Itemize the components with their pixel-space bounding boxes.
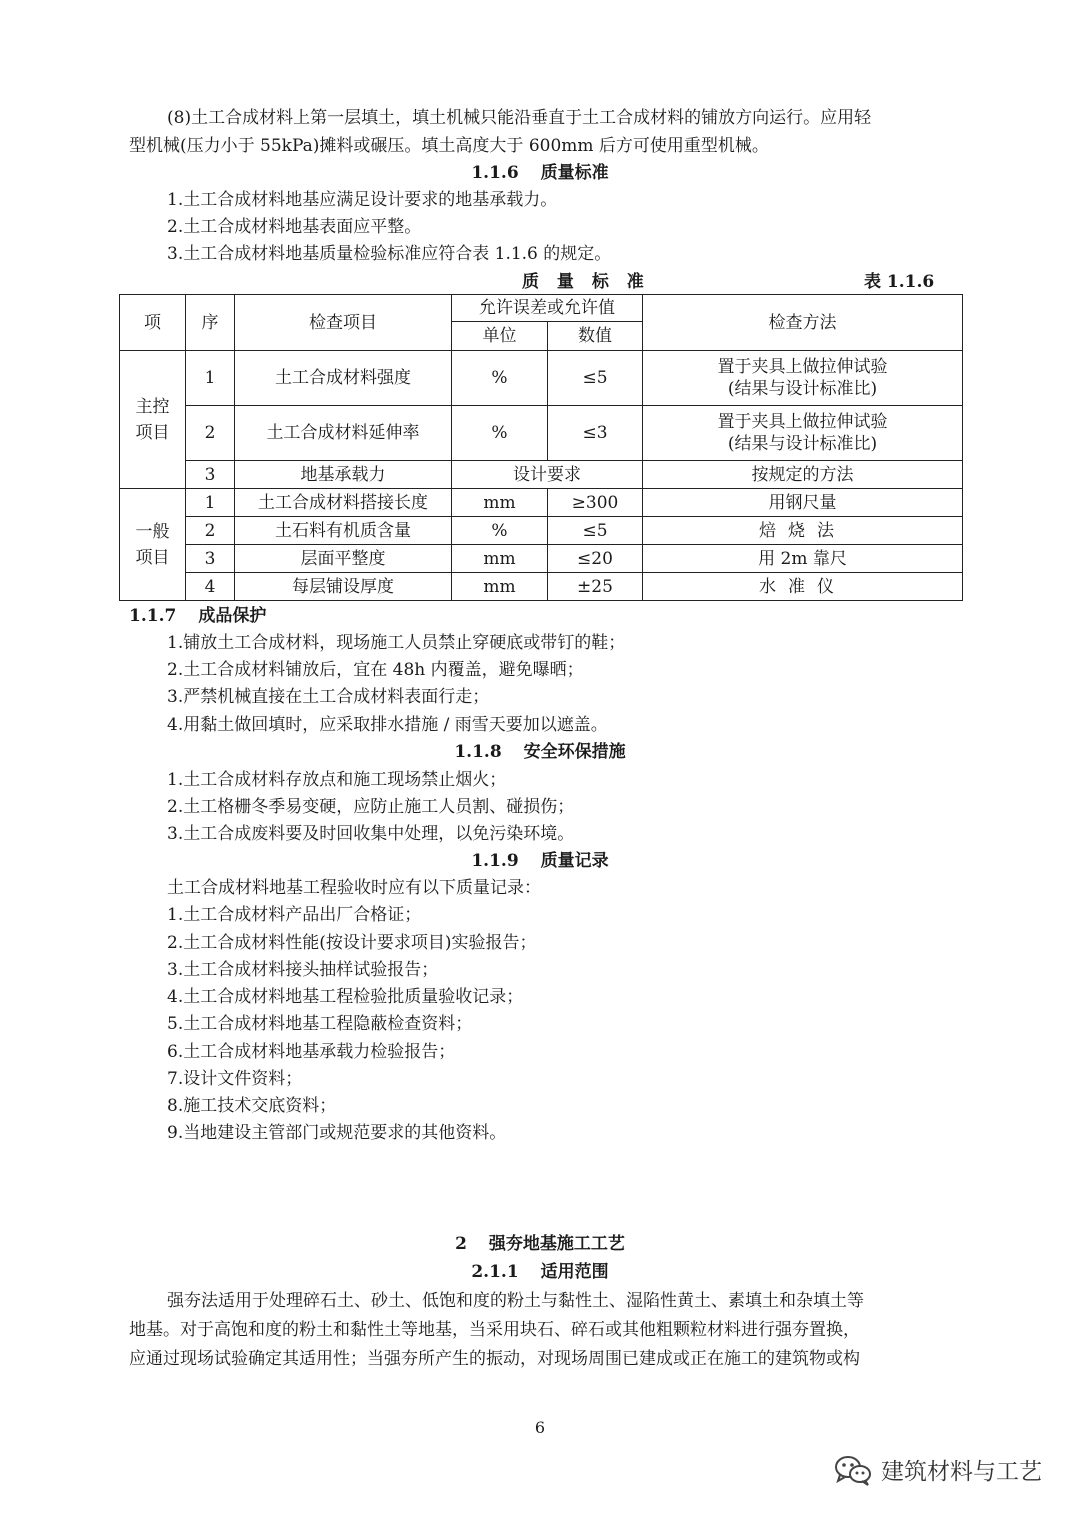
list-item: 1.铺放土工合成材料，现场施工人员禁止穿硬底或带钉的鞋；: [167, 633, 626, 653]
table-cell: 2: [186, 517, 235, 545]
section-heading-1-1-9: [0, 849, 1080, 873]
table-row: [120, 489, 963, 517]
watermark: [833, 1453, 1042, 1486]
list-item: 8.施工技术交底资料；: [167, 1096, 337, 1116]
table-cell: 2: [186, 406, 235, 461]
section-heading-1-1-8: [0, 740, 1080, 764]
table-cell: 按规定的方法: [643, 461, 963, 489]
table-cell: 地基承载力: [235, 461, 452, 489]
watermark-text: 建筑材料与工艺: [881, 1459, 1042, 1485]
group-cell: 一般项目: [120, 489, 186, 601]
table-cell: ±25: [548, 573, 643, 601]
section-number: 1.1.7: [129, 606, 177, 626]
table-cell: 4: [186, 573, 235, 601]
table-cell: %: [452, 406, 548, 461]
section-title: 质量记录: [540, 851, 609, 871]
list-item: 3.土工合成废料要及时回收集中处理，以免污染环境。: [167, 824, 575, 844]
table-cell: mm: [452, 573, 548, 601]
list-item: 6.土工合成材料地基承载力检验报告；: [167, 1042, 456, 1062]
section-heading-1-1-6: [0, 161, 1080, 185]
table-row: [120, 461, 963, 489]
paragraph-line: 地基。对于高饱和度的粉土和黏性土等地基，当采用块石、碎石或其他粗颗粒材料进行强夯置换，: [129, 1320, 860, 1340]
table-cell: 层面平整度: [235, 545, 452, 573]
header-cell: 检查方法: [643, 295, 963, 351]
chapter-title: 强夯地基施工工艺: [488, 1234, 625, 1254]
table-caption: 质 量 标 准: [522, 272, 650, 292]
table-row: [120, 351, 963, 406]
chapter-number: 2: [455, 1234, 467, 1254]
section-number: 1.1.8: [454, 742, 502, 762]
table-row: [120, 517, 963, 545]
table-cell: 土工合成材料搭接长度: [235, 489, 452, 517]
table-cell: 用 2m 靠尺: [643, 545, 963, 573]
list-item: 3.严禁机械直接在土工合成材料表面行走；: [167, 687, 490, 707]
table-cell: ≤20: [548, 545, 643, 573]
section-number: 1.1.6: [471, 163, 519, 183]
table-cell: 1: [186, 489, 235, 517]
table-cell: ≤3: [548, 406, 643, 461]
header-cell: 项: [120, 295, 186, 351]
list-item: 2.土工格栅冬季易变硬，应防止施工人员割、碰损伤；: [167, 797, 575, 817]
list-item: 1.土工合成材料地基应满足设计要求的地基承载力。: [167, 190, 558, 210]
list-item: 7.设计文件资料；: [167, 1069, 303, 1089]
section-heading-2-1-1: [0, 1260, 1080, 1284]
header-cell: 检查项目: [235, 295, 452, 351]
list-item: 1.土工合成材料产品出厂合格证；: [167, 905, 422, 925]
table-row: [120, 573, 963, 601]
list-item: 1.土工合成材料存放点和施工现场禁止烟火；: [167, 770, 507, 790]
header-cell: 允许误差或允许值: [452, 295, 643, 322]
table-cell: ≥300: [548, 489, 643, 517]
list-item: 3.土工合成材料地基质量检验标准应符合表 1.1.6 的规定。: [167, 244, 612, 264]
paragraph-line: 强夯法适用于处理碎石土、砂土、低饱和度的粉土与黏性土、湿陷性黄土、素填土和杂填土等: [167, 1291, 864, 1311]
list-item: 4.土工合成材料地基工程检验批质量验收记录；: [167, 987, 524, 1007]
table-cell: mm: [452, 489, 548, 517]
table-cell: 土石料有机质含量: [235, 517, 452, 545]
table-cell: 1: [186, 351, 235, 406]
table-cell: 水准仪: [643, 573, 963, 601]
table-cell: 置于夹具上做拉伸试验 (结果与设计标准比): [643, 351, 963, 406]
chapter-heading-2: [0, 1232, 1080, 1256]
table-cell: 3: [186, 461, 235, 489]
header-cell: 数值: [548, 322, 643, 351]
section-heading-1-1-7: [129, 604, 266, 628]
header-cell: 序: [186, 295, 235, 351]
table-cell: %: [452, 351, 548, 406]
header-cell: 单位: [452, 322, 548, 351]
quality-standard-table: [119, 294, 963, 601]
table-cell: ≤5: [548, 351, 643, 406]
table-cell: 3: [186, 545, 235, 573]
list-item: 2.土工合成材料地基表面应平整。: [167, 217, 422, 237]
page-number: 6: [534, 1418, 546, 1437]
table-cell: 焙烧法: [643, 517, 963, 545]
section-title: 成品保护: [198, 606, 267, 626]
list-item: 3.土工合成材料接头抽样试验报告；: [167, 960, 439, 980]
wechat-icon: [833, 1454, 873, 1486]
intro-line-2: 型机械(压力小于 55kPa)摊料或碾压。填土高度大于 600mm 后方可使用重型机械。: [129, 136, 769, 156]
table-cell: 置于夹具上做拉伸试验 (结果与设计标准比): [643, 406, 963, 461]
table-cell: %: [452, 517, 548, 545]
table-cell: 土工合成材料延伸率: [235, 406, 452, 461]
table-cell: mm: [452, 545, 548, 573]
list-item: 2.土工合成材料性能(按设计要求项目)实验报告；: [167, 933, 537, 953]
section-title: 适用范围: [540, 1262, 609, 1282]
section-title: 质量标准: [540, 163, 609, 183]
group-cell: 主控项目: [120, 351, 186, 489]
list-item: 9.当地建设主管部门或规范要求的其他资料。: [167, 1123, 507, 1143]
paragraph-line: 应通过现场试验确定其适用性；当强夯所产生的振动，对现场周围已建成或正在施工的建筑物或构: [129, 1349, 860, 1369]
table-row: [120, 406, 963, 461]
section-number: 2.1.1: [471, 1262, 519, 1282]
table-number: 表 1.1.6: [864, 272, 935, 292]
table-cell: 用钢尺量: [643, 489, 963, 517]
table-cell: 土工合成材料强度: [235, 351, 452, 406]
paragraph: 土工合成材料地基工程验收时应有以下质量记录：: [167, 878, 541, 898]
section-number: 1.1.9: [471, 851, 519, 871]
list-item: 4.用黏土做回填时，应采取排水措施 / 雨雪天要加以遮盖。: [167, 715, 608, 735]
table-row: [120, 545, 963, 573]
table-cell: ≤5: [548, 517, 643, 545]
list-item: 2.土工合成材料铺放后，宜在 48h 内覆盖，避免曝晒；: [167, 660, 584, 680]
table-cell: 设计要求: [452, 461, 643, 489]
table-cell: 每层铺设厚度: [235, 573, 452, 601]
intro-line-1: (8)土工合成材料上第一层填土，填土机械只能沿垂直于土工合成材料的铺放方向运行。应用轻: [167, 108, 872, 128]
list-item: 5.土工合成材料地基工程隐蔽检查资料；: [167, 1014, 473, 1034]
section-title: 安全环保措施: [523, 742, 626, 762]
